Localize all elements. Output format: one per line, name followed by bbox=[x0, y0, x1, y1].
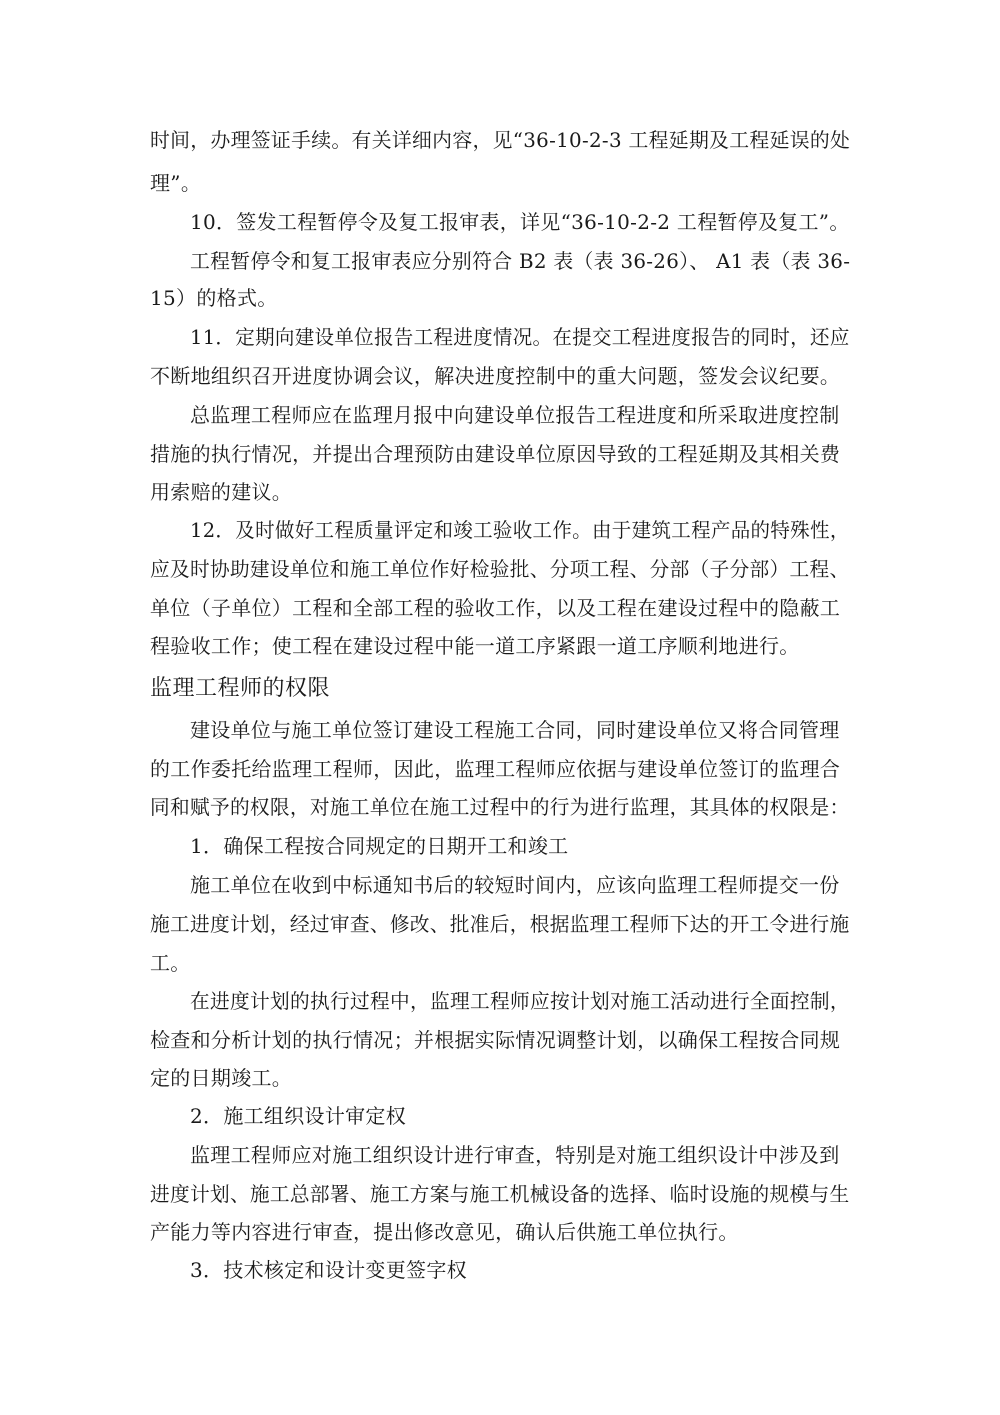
text-line: 12．及时做好工程质量评定和竣工验收工作。由于建筑工程产品的特殊性， bbox=[190, 518, 850, 542]
section-heading: 监理工程师的权限 bbox=[150, 676, 331, 701]
text-line: 工。 bbox=[150, 951, 191, 975]
text-line: 施工进度计划，经过审查、修改、批准后，根据监理工程师下达的开工令进行施 bbox=[150, 912, 850, 936]
text-line: 在进度计划的执行过程中，监理工程师应按计划对施工活动进行全面控制， bbox=[190, 989, 850, 1013]
text-line: 措施的执行情况，并提出合理预防由建设单位原因导致的工程延期及其相关费 bbox=[150, 442, 841, 466]
text-line: 施工单位在收到中标通知书后的较短时间内，应该向监理工程师提交一份 bbox=[190, 873, 840, 897]
text-line: 检查和分析计划的执行情况；并根据实际情况调整计划，以确保工程按合同规 bbox=[150, 1028, 841, 1052]
text-line: 用索赔的建议。 bbox=[150, 480, 293, 504]
text-line: 单位（子单位）工程和全部工程的验收工作，以及工程在建设过程中的隐蔽工 bbox=[150, 596, 841, 620]
text-line: 不断地组织召开进度协调会议，解决进度控制中的重大问题，签发会议纪要。 bbox=[150, 364, 841, 388]
text-line: 同和赋予的权限，对施工单位在施工过程中的行为进行监理，其具体的权限是： bbox=[150, 795, 850, 819]
text-line: 建设单位与施工单位签订建设工程施工合同，同时建设单位又将合同管理 bbox=[190, 718, 840, 742]
text-line: 进度计划、施工总部署、施工方案与施工机械设备的选择、临时设施的规模与生 bbox=[150, 1182, 850, 1206]
text-line: 监理工程师应对施工组织设计进行审查，特别是对施工组织设计中涉及到 bbox=[190, 1143, 840, 1167]
text-line: 理”。 bbox=[150, 171, 202, 195]
text-line: 11．定期向建设单位报告工程进度情况。在提交工程进度报告的同时，还应 bbox=[190, 325, 850, 349]
text-line: 工程暂停令和复工报审表应分别符合 B2 表（表 36-26）、 A1 表（表 36- bbox=[190, 249, 851, 273]
text-line: 时间，办理签证手续。有关详细内容，见“36-10-2-3 工程延期及工程延误的处 bbox=[150, 128, 851, 152]
text-line: 的工作委托给监理工程师，因此，监理工程师应依据与建设单位签订的监理合 bbox=[150, 757, 841, 781]
text-line: 程验收工作；使工程在建设过程中能一道工序紧跟一道工序顺利地进行。 bbox=[150, 634, 800, 658]
text-line: 10．签发工程暂停令及复工报审表，详见“36-10-2-2 工程暂停及复工”。 bbox=[190, 210, 850, 234]
text-line: 定的日期竣工。 bbox=[150, 1066, 293, 1090]
text-line: 总监理工程师应在监理月报中向建设单位报告工程进度和所采取进度控制 bbox=[190, 403, 840, 427]
text-line: 1．确保工程按合同规定的日期开工和竣工 bbox=[190, 834, 569, 858]
text-line: 3．技术核定和设计变更签字权 bbox=[190, 1258, 467, 1282]
text-line: 产能力等内容进行审查，提出修改意见，确认后供施工单位执行。 bbox=[150, 1220, 739, 1244]
text-line: 应及时协助建设单位和施工单位作好检验批、分项工程、分部（子分部）工程、 bbox=[150, 557, 850, 581]
text-line: 15）的格式。 bbox=[150, 286, 278, 310]
text-line: 2．施工组织设计审定权 bbox=[190, 1104, 407, 1128]
